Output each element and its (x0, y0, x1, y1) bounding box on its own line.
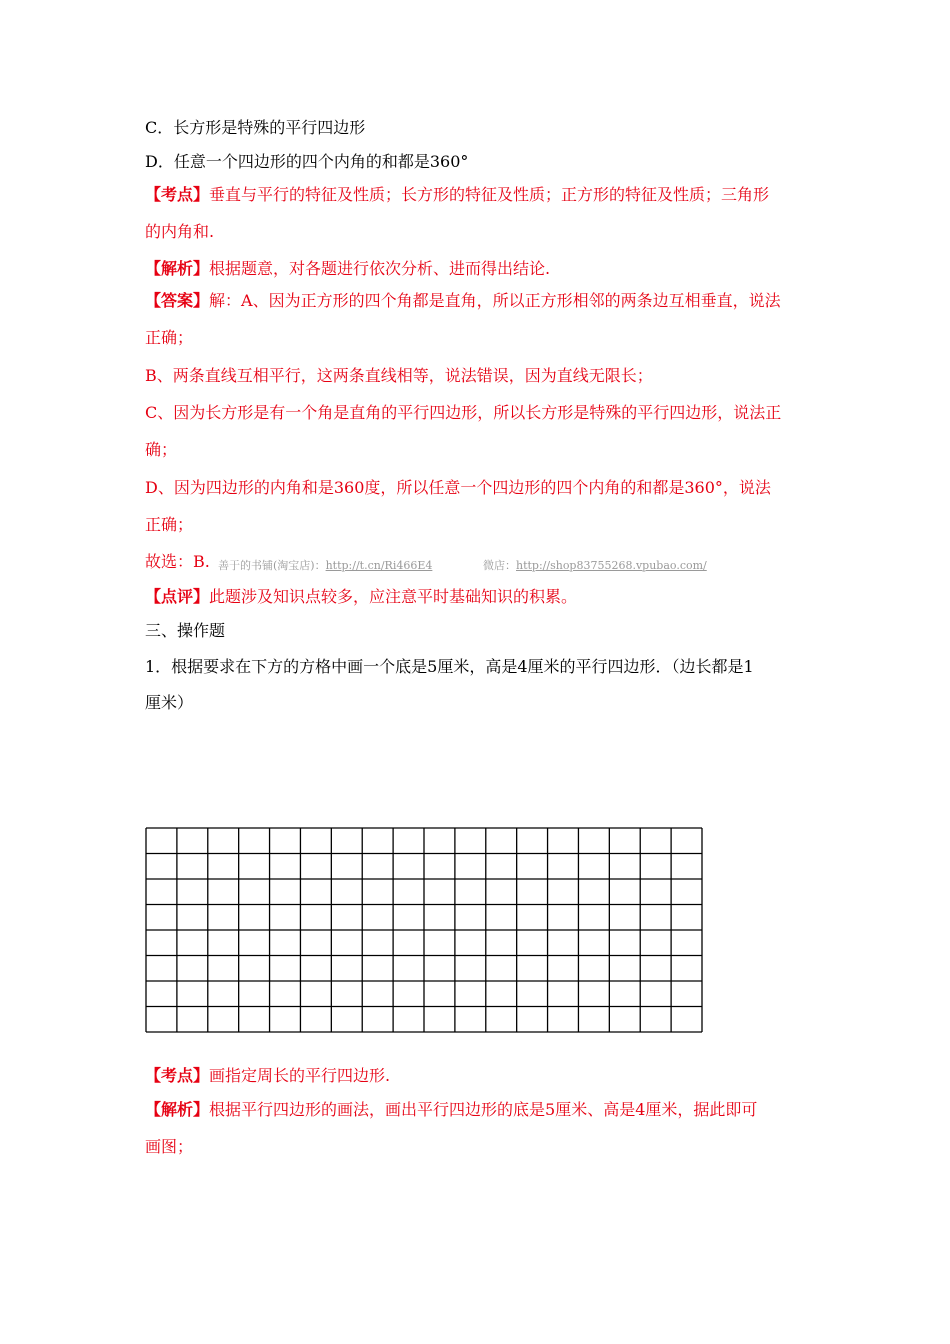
dianping-tag: 【点评】 (145, 587, 210, 606)
answer-jiexi-tag: 【解析】 (145, 1100, 210, 1119)
answer-kaodian-tag: 【考点】 (145, 1066, 210, 1085)
guxuan-line: 故选：B. (145, 552, 210, 571)
watermark-micro (483, 557, 707, 573)
jiexi-text: 根据题意，对各题进行依次分析、进而得出结论. (209, 259, 551, 278)
b-answer-line: B、两条直线互相平行，这两条直线相等，说法错误，因为直线无限长； (145, 366, 653, 385)
c-answer-line: C、因为长方形是有一个角是直角的平行四边形，所以长方形是特殊的平行四边形，说法正 (145, 403, 782, 422)
watermark-micro-link[interactable]: http://shop83755268.vpubao.com/ (516, 559, 707, 572)
watermark-micro-label: 微店： (483, 559, 516, 572)
c-answer-line-2: 确； (145, 440, 178, 459)
drawing-grid[interactable] (145, 827, 705, 1035)
answer-jiexi-text: 根据平行四边形的画法，画出平行四边形的底是5厘米、高是4厘米，据此即可 (209, 1100, 758, 1119)
watermark-shop (218, 557, 432, 573)
answer-kaodian-line (145, 1066, 390, 1086)
question-1: 1．根据要求在下方的方格中画一个底是5厘米，高是4厘米的平行四边形．（边长都是1 (145, 657, 754, 676)
daan-tag: 【答案】 (145, 291, 210, 310)
watermark-shop-label: 善于的书铺(淘宝店)： (218, 559, 326, 572)
kaodian-text: 垂直与平行的特征及性质；长方形的特征及性质；正方形的特征及性质；三角形 (209, 185, 770, 204)
daan-line-2: 正确； (145, 328, 194, 347)
daan-text: 解：A、因为正方形的四个角都是直角，所以正方形相邻的两条边互相垂直，说法 (209, 291, 781, 310)
question-1-line-2: 厘米） (145, 693, 194, 712)
option-d: D．任意一个四边形的四个内角的和都是360° (145, 152, 469, 171)
jiexi-line (145, 259, 550, 279)
kaodian-line-2: 的内角和. (145, 222, 215, 241)
dianping-line (145, 587, 577, 607)
kaodian-line (145, 185, 769, 205)
d-answer-line-2: 正确； (145, 515, 194, 534)
jiexi-tag: 【解析】 (145, 259, 210, 278)
answer-kaodian-text: 画指定周长的平行四边形. (209, 1066, 391, 1085)
watermark-shop-link[interactable]: http://t.cn/Ri466E4 (325, 559, 433, 572)
daan-line (145, 291, 781, 311)
option-c: C．长方形是特殊的平行四边形 (145, 118, 366, 137)
section-title: 三、操作题 (145, 621, 226, 640)
dianping-text: 此题涉及知识点较多，应注意平时基础知识的积累。 (209, 587, 578, 606)
d-answer-line: D、因为四边形的内角和是360度，所以任意一个四边形的四个内角的和都是360°，说法 (145, 478, 771, 497)
answer-jiexi-line (145, 1100, 757, 1120)
kaodian-tag: 【考点】 (145, 185, 210, 204)
answer-jiexi-line-2: 画图； (145, 1137, 194, 1156)
